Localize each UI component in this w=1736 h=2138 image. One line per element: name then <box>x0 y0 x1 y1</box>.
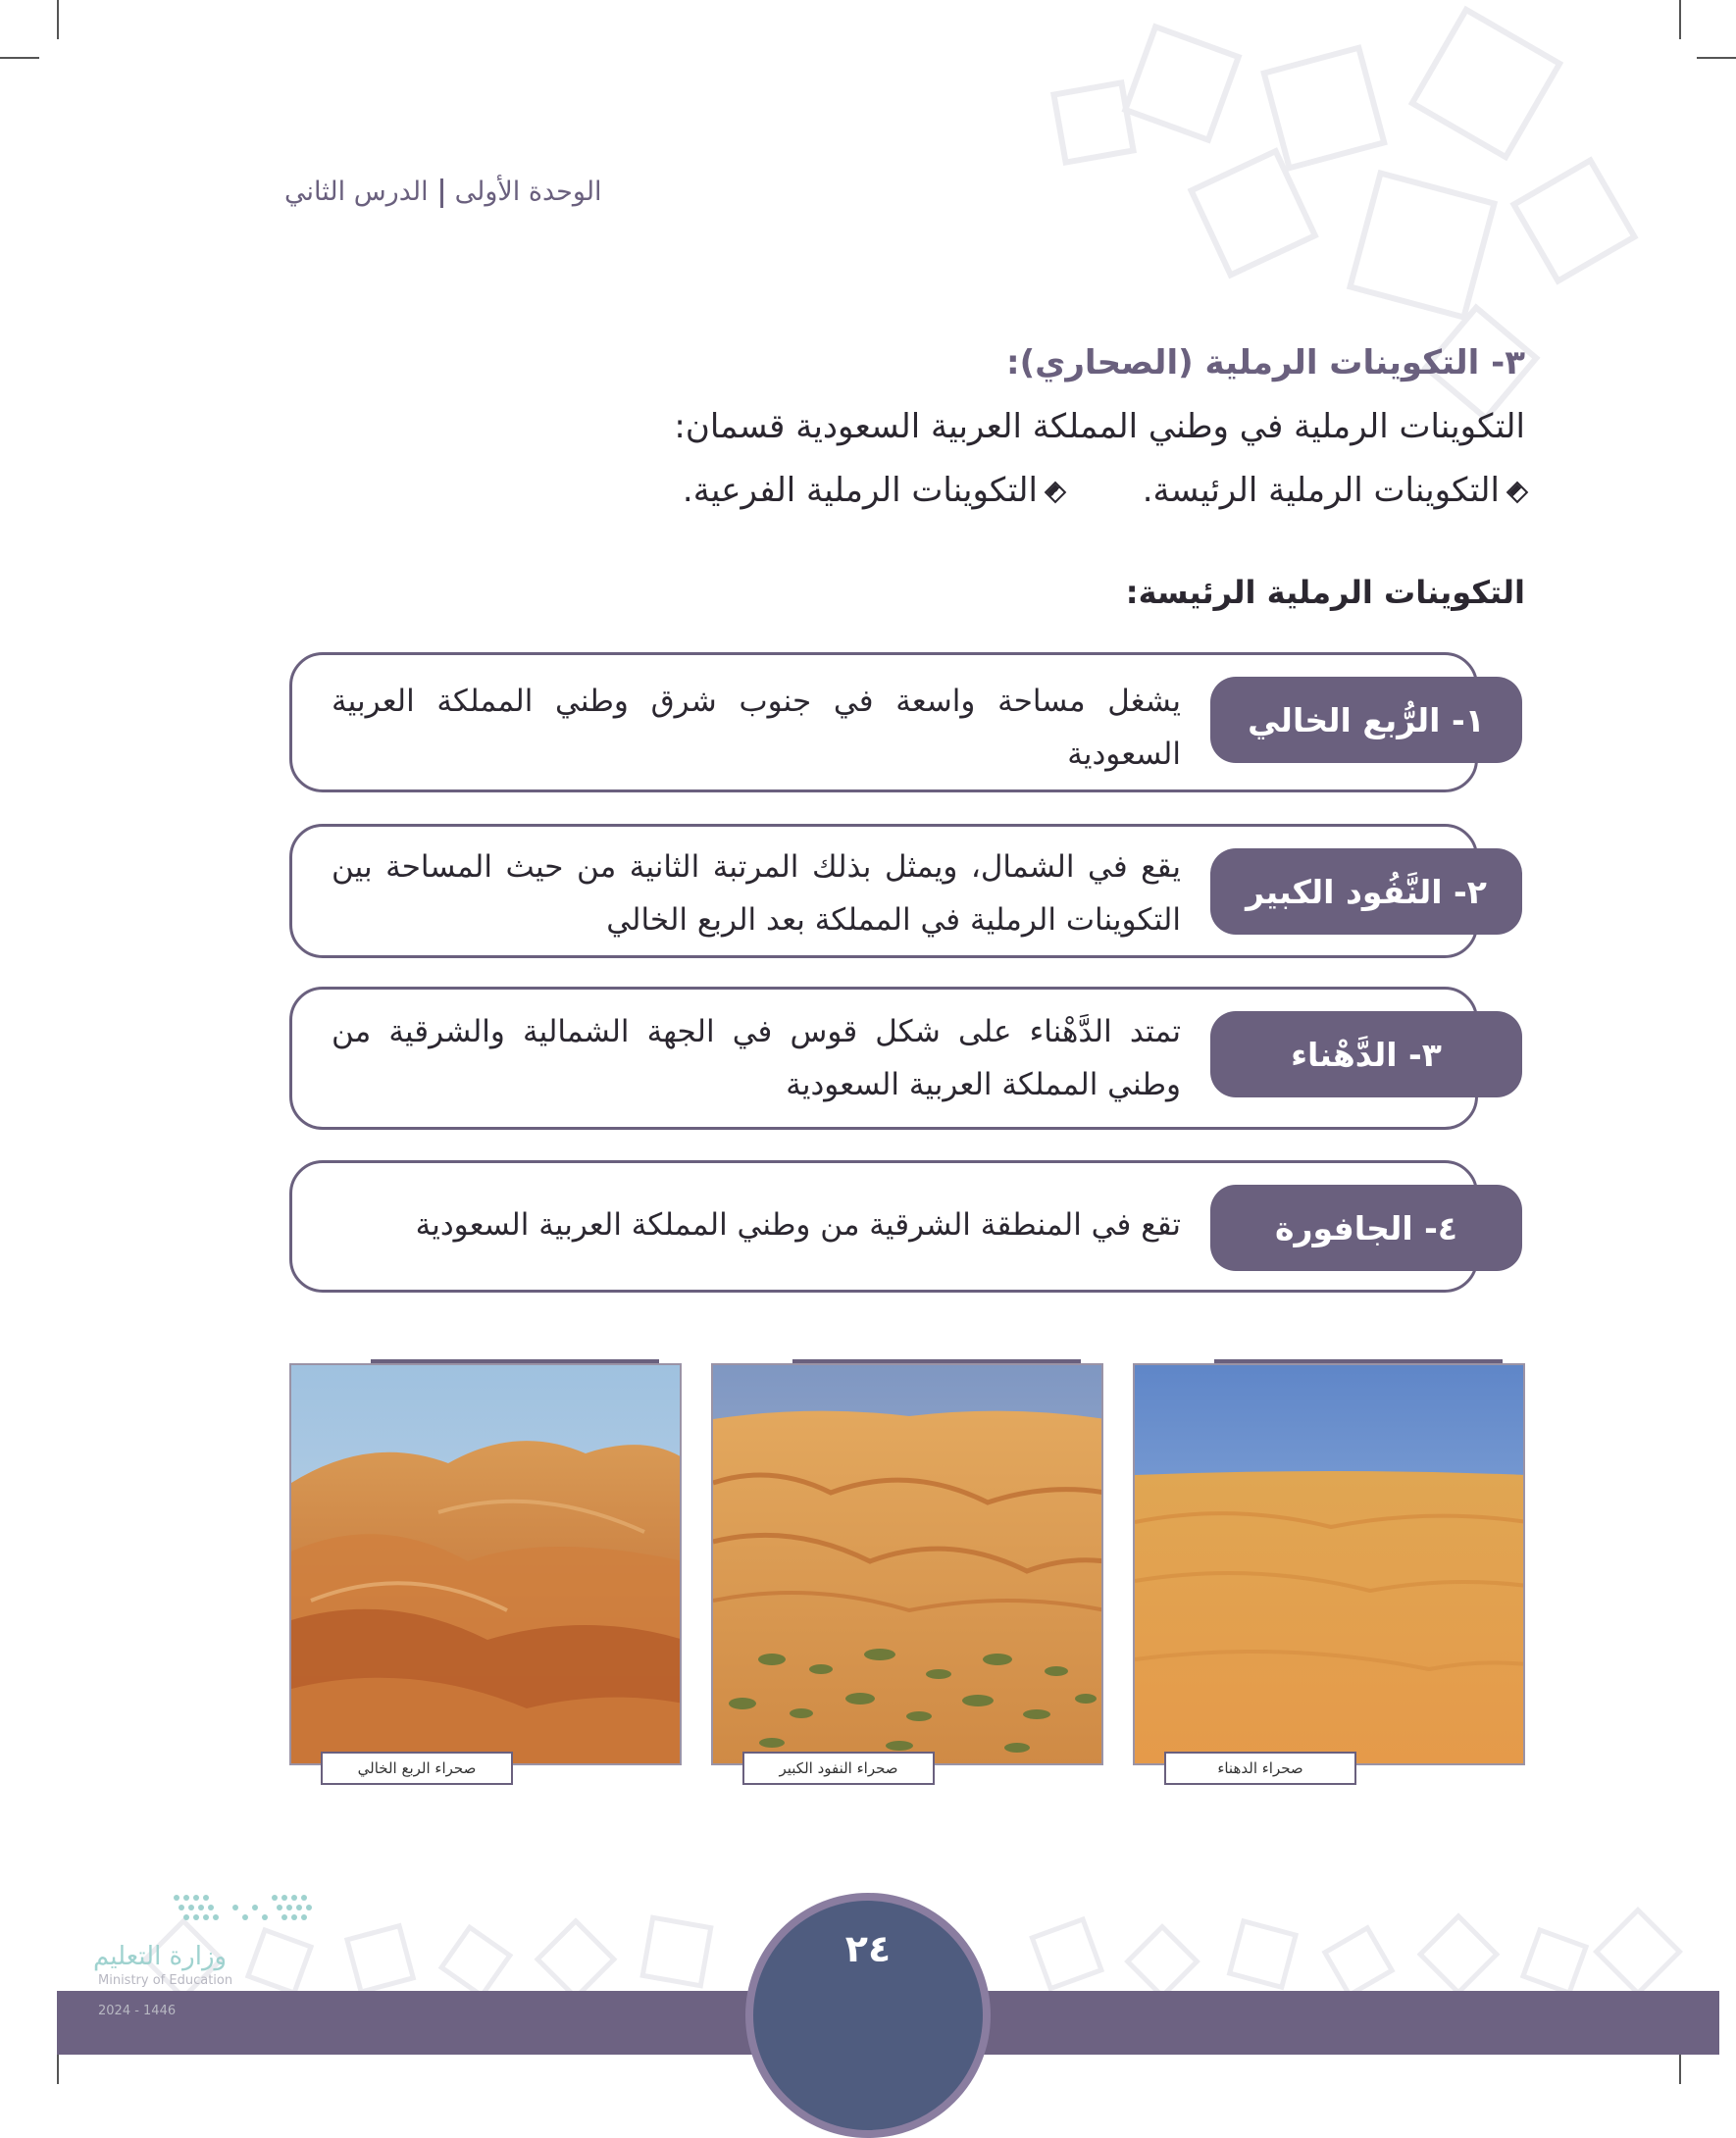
photo-caption: صحراء الربع الخالي <box>321 1752 513 1785</box>
ministry-name: وزارة التعليم <box>93 1942 228 1971</box>
desert-plain-image <box>1135 1365 1525 1765</box>
page-number: ٢٤ <box>844 1927 892 1970</box>
card-text: تقع في المنطقة الشرقية من وطني المملكة العربية السعودية <box>415 1207 1181 1243</box>
card-title: ١- الرُّبع الخالي <box>1210 677 1522 763</box>
crop-mark <box>1679 0 1681 39</box>
card-dahna <box>289 987 1478 1130</box>
bullet-item <box>1143 471 1525 510</box>
photo-nafud <box>711 1363 1103 1765</box>
header-breadcrumb <box>284 177 696 216</box>
section-heading: ٣- التكوينات الرملية (الصحاري): <box>1006 343 1525 382</box>
diamond-bullet-icon <box>1506 481 1529 503</box>
intro-text: التكوينات الرملية في وطني المملكة العربية السعودية قسمان: <box>674 407 1525 446</box>
photo-rub-al-khali <box>289 1363 682 1765</box>
bullet-item <box>683 471 1063 510</box>
bullet-list <box>348 471 1525 510</box>
desert-vegetation-image <box>713 1365 1103 1765</box>
bullet-text: التكوينات الرملية الرئيسة. <box>1142 471 1500 510</box>
card-nafud <box>289 824 1487 958</box>
crop-mark <box>57 0 59 39</box>
sub-heading: التكوينات الرملية الرئيسة: <box>1125 574 1525 611</box>
card-text: يقع في الشمال، ويمثل بذلك المرتبة الثانية من حيث المساحة بين التكوينات الرملية في المملكة بعد الربع الخالي <box>332 849 1181 938</box>
card-title: ٣- الدَّهْناء <box>1210 1011 1522 1097</box>
ministry-name-en: Ministry of Education <box>98 1973 233 1988</box>
photo-caption: صحراء النفود الكبير <box>742 1752 935 1785</box>
ministry-logo-icon <box>167 1888 324 1937</box>
edition-year: 2024 - 1446 <box>98 2004 177 2018</box>
header-lesson: الدرس الثاني <box>284 177 429 207</box>
card-jafurah <box>289 1160 1478 1293</box>
photo-dahna <box>1133 1363 1525 1765</box>
card-text: يشغل مساحة واسعة في جنوب شرق وطني المملكة العربية السعودية <box>332 684 1181 772</box>
card-title: ٢- النَّفُود الكبير <box>1210 848 1522 935</box>
card-text: تمتد الدَّهْناء على شكل قوس في الجهة الشمالية والشرقية من وطني المملكة العربية السعودية <box>332 1014 1181 1102</box>
crop-mark <box>0 57 39 59</box>
card-rub-al-khali <box>289 652 1485 792</box>
header-unit: الوحدة الأولى <box>454 177 602 207</box>
crop-mark <box>1697 57 1736 59</box>
diamond-bullet-icon <box>1045 481 1067 503</box>
header-separator <box>440 178 443 208</box>
card-title: ٤- الجافورة <box>1210 1185 1522 1271</box>
bullet-text: التكوينات الرملية الفرعية. <box>682 471 1038 510</box>
desert-dunes-image <box>291 1365 682 1765</box>
photo-caption: صحراء الدهناء <box>1164 1752 1356 1785</box>
